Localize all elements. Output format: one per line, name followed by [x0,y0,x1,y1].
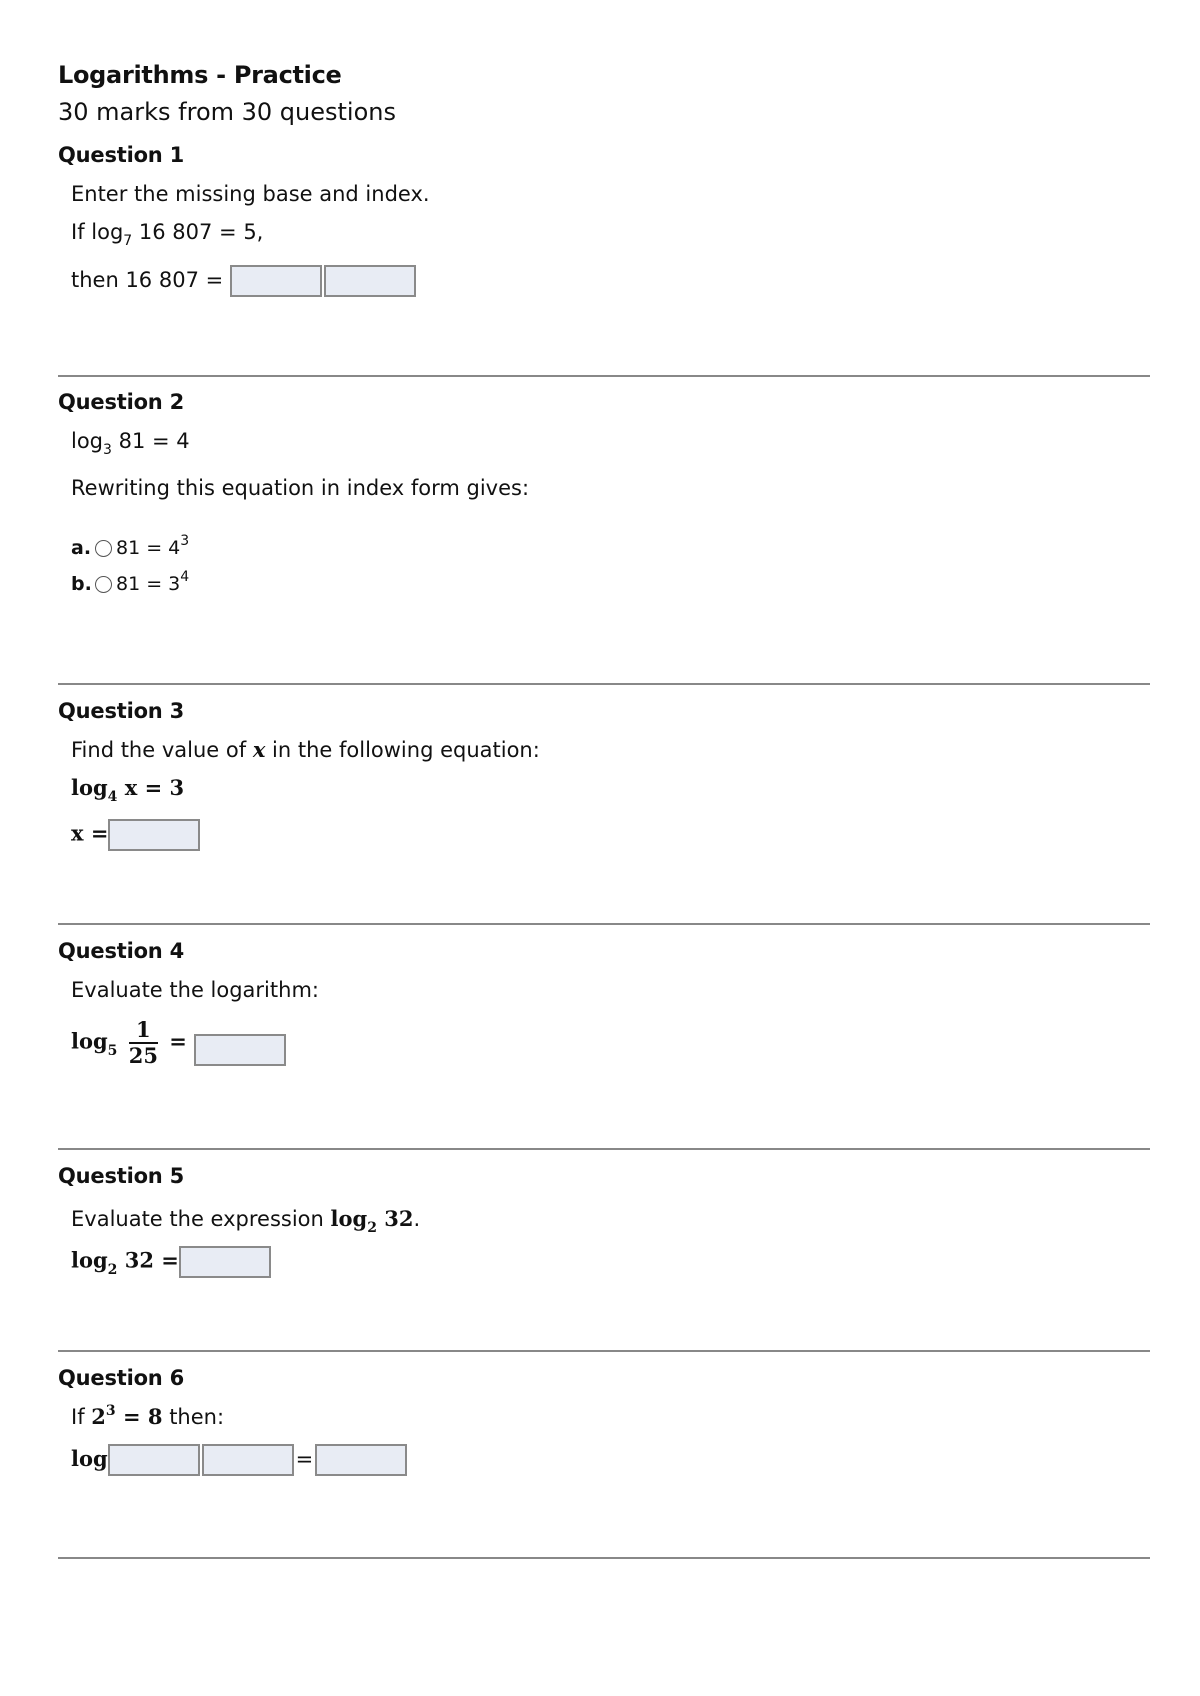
fraction-denominator: 25 [128,1043,158,1068]
radio-button-a[interactable] [95,540,112,557]
worksheet-page [58,60,1150,1471]
question-5-prompt [71,1205,420,1236]
log-text: log [71,775,108,800]
prompt-text: Find the value of [71,738,247,762]
question-6 [58,1365,407,1476]
question-4-expression [71,1018,319,1068]
log-base-input[interactable] [108,1444,200,1476]
log-text: log [71,1247,108,1273]
statement-rest: 81 = 4 [118,429,190,453]
variable: x [252,737,266,762]
log-base: 2 [107,1261,118,1278]
equation-rest: x = 3 [124,775,185,800]
question-3 [58,698,540,851]
question-1-prompt: Enter the missing base and index. [71,182,430,206]
prompt-text: in the following equation: [272,738,540,762]
question-3-answer-row [71,819,540,851]
index-answer-input[interactable] [324,265,416,297]
question-1-statement [71,218,1150,249]
power-base: 2 [91,1404,106,1429]
log-base: 2 [367,1220,377,1236]
divider [58,1148,1150,1150]
question-6-prompt [71,1403,407,1434]
expression [330,1206,414,1236]
then-text: then 16 807 = [71,268,224,292]
fraction [129,1018,158,1068]
radio-button-b[interactable] [95,576,112,593]
then-text: then: [169,1405,225,1429]
question-6-answer-row [71,1444,407,1476]
page-title: Logarithms - Practice [58,61,342,89]
answer-label: 32 = [124,1247,179,1273]
question-3-prompt [71,736,540,764]
question-2-options [71,534,529,600]
power-expression [91,1404,162,1429]
question-6-heading: Question 6 [58,1366,185,1390]
period: . [413,1207,421,1231]
divider [58,1350,1150,1352]
answer-label: x = [71,820,109,846]
question-1-answer-row [71,265,1150,297]
question-5 [58,1163,420,1278]
x-answer-input[interactable] [108,819,200,851]
divider [58,923,1150,925]
expression-answer-input[interactable] [179,1246,271,1278]
base-answer-input[interactable] [230,265,322,297]
question-5-answer-row [71,1246,420,1278]
log-text: log [71,429,104,453]
question-1 [58,142,1150,297]
divider [58,1557,1150,1559]
fraction-numerator: 1 [129,1018,158,1044]
power-exponent: 3 [105,1403,116,1419]
divider [58,375,1150,377]
option-exponent: 3 [180,533,190,549]
question-3-heading: Question 3 [58,699,185,723]
option-letter: b. [71,573,92,595]
power-rest: = 8 [122,1404,163,1429]
option-text: 81 = 3 [116,573,181,595]
log-text: log [330,1206,368,1231]
question-3-equation [71,774,540,805]
question-2-heading: Question 2 [58,390,185,414]
log-argument-input[interactable] [202,1444,294,1476]
log-text: log [71,1028,108,1054]
equals-sign: = [295,1447,314,1471]
question-2-prompt: Rewriting this equation in index form gives: [71,476,530,500]
question-1-heading: Question 1 [58,143,185,167]
option-text: 81 = 4 [116,537,181,559]
question-2 [58,389,529,600]
log-base: 4 [107,789,118,805]
equals-sign: = [169,1028,187,1054]
question-5-heading: Question 5 [58,1164,185,1188]
page-subtitle: 30 marks from 30 questions [58,98,396,126]
question-4-prompt: Evaluate the logarithm: [71,978,319,1002]
question-2-statement [71,427,529,458]
log-result-input[interactable] [315,1444,407,1476]
log-base: 3 [103,442,112,458]
log-argument: 32 [384,1206,414,1231]
log-base: 7 [123,233,133,249]
statement-rest: 16 807 = 5, [138,220,264,244]
if-text: If [71,1405,85,1429]
question-4-heading: Question 4 [58,939,185,963]
option-a[interactable] [71,534,529,564]
log-text: log [71,1446,108,1471]
option-b[interactable] [71,570,529,600]
if-log-text: If log [71,220,124,244]
question-4 [58,938,319,1068]
prompt-text: Evaluate the expression [71,1207,324,1231]
log-base: 5 [107,1042,118,1059]
log-answer-input[interactable] [194,1034,286,1066]
option-exponent: 4 [180,569,190,585]
option-letter: a. [71,537,92,559]
divider [58,683,1150,685]
